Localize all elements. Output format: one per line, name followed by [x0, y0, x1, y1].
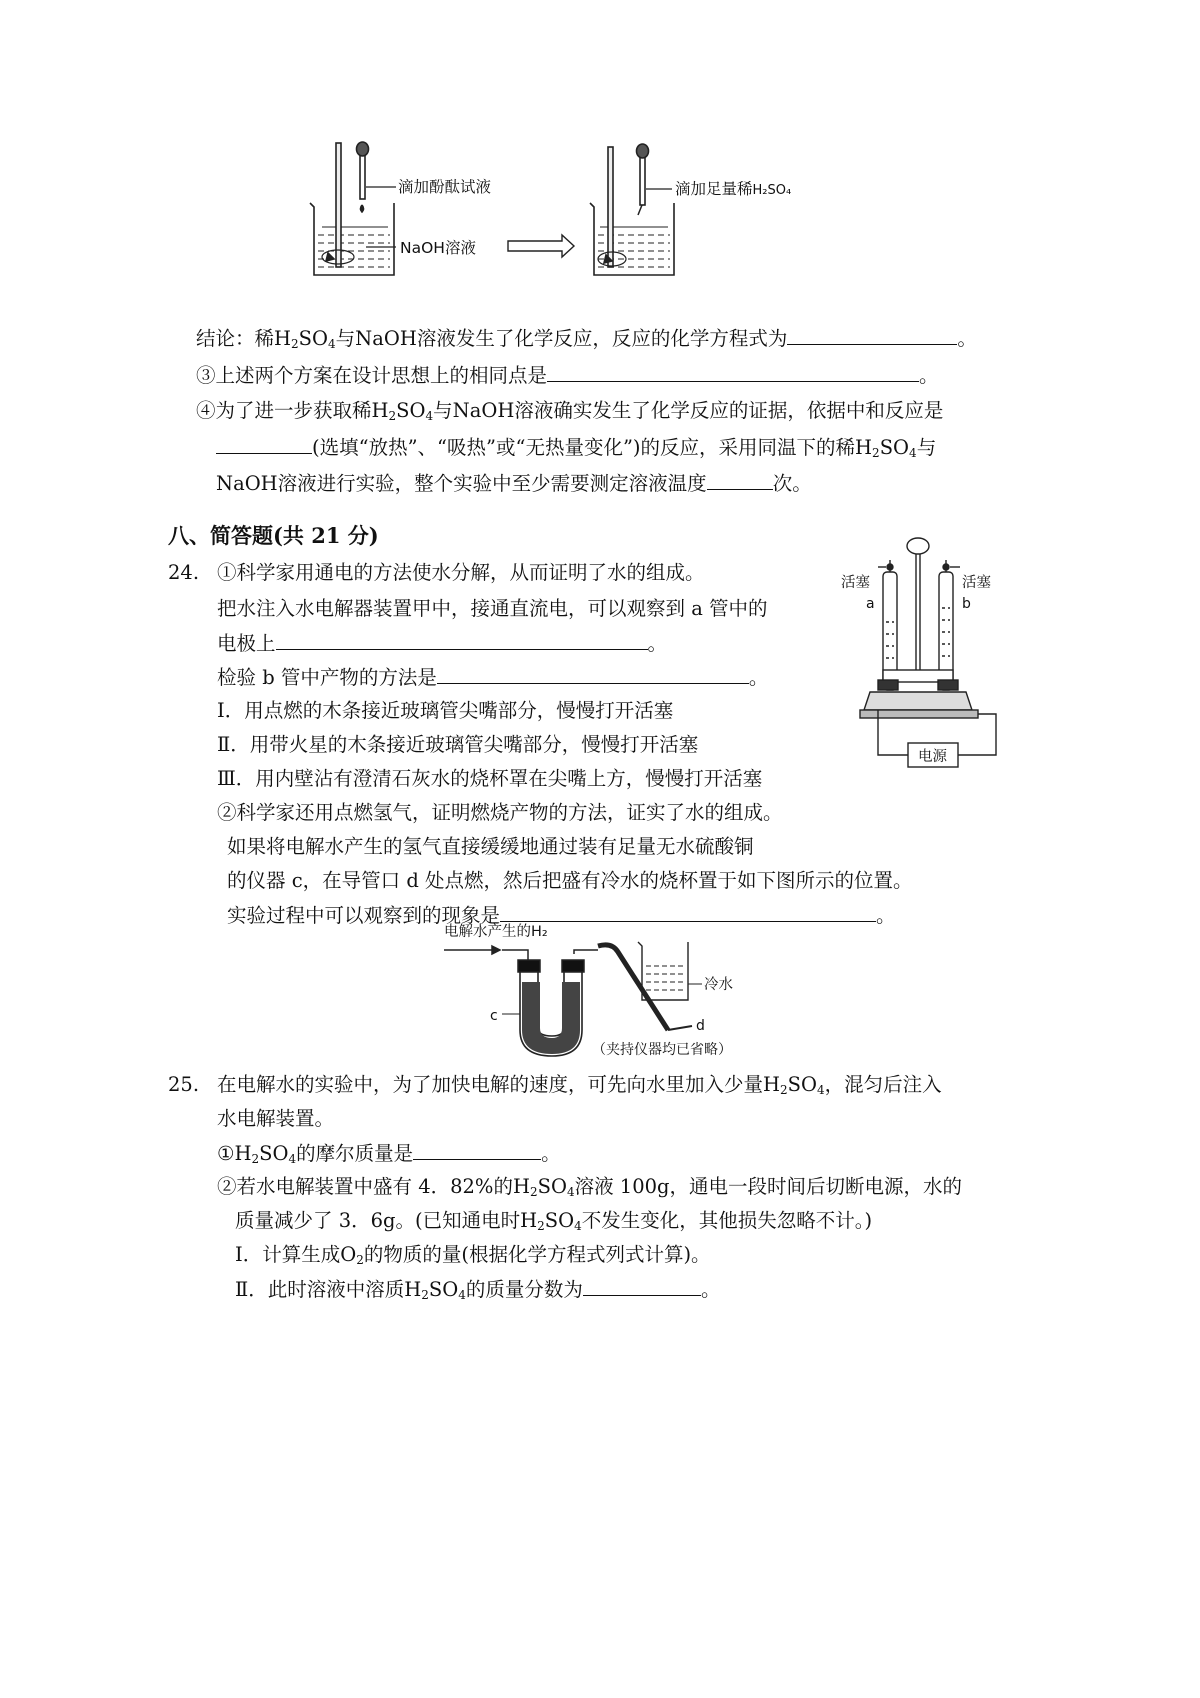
- formula-sub2: 2: [529, 1185, 538, 1199]
- q25-sub2: [235, 1276, 720, 1303]
- formula-sub4: 4: [574, 1219, 582, 1233]
- formula-sub4: 4: [425, 409, 434, 423]
- label-d: d: [696, 1018, 705, 1034]
- arrow-icon: [508, 235, 574, 257]
- item-4-text-c: (选填“放热”、“吸热”或“无热量变化”)的反应，采用同温下的稀: [312, 436, 856, 459]
- stopper-right: [562, 960, 584, 972]
- q25-sub2-text-b: 的质量分数为: [465, 1278, 583, 1301]
- q25-sub2-end: 。: [700, 1278, 721, 1301]
- item-4-text-e: NaOH溶液进行实验，整个实验中至少需要测定溶液温度: [216, 472, 707, 495]
- formula-so: SO: [537, 1175, 567, 1198]
- q25-sub1: [235, 1242, 711, 1268]
- label-power: 电源: [918, 749, 947, 765]
- label-naoh: NaOH溶液: [400, 239, 476, 257]
- formula-sub2: 2: [421, 1288, 429, 1302]
- q24-number: 24.: [168, 561, 200, 584]
- q24-option-1: Ⅰ．用点燃的木条接近玻璃管尖嘴部分，慢慢打开活塞: [217, 699, 674, 722]
- answer-blank-phenomenon[interactable]: [500, 902, 876, 922]
- item-4-text-f: 次。: [772, 472, 812, 495]
- stopper-left: [518, 960, 540, 972]
- u-tube-apparatus: [442, 922, 772, 1062]
- conclusion-middle: 与NaOH溶液发生了化学反应，反应的化学方程式为: [335, 327, 788, 350]
- conclusion-prefix: 结论：稀: [196, 327, 275, 350]
- formula-o: O: [340, 1243, 357, 1266]
- answer-blank-equation[interactable]: [787, 325, 957, 345]
- q25-item1-text: 的摩尔质量是: [296, 1142, 414, 1165]
- q25-line1: [217, 1072, 942, 1098]
- item-3-end: 。: [919, 364, 939, 387]
- item-4-text-d: 与: [916, 436, 937, 459]
- q24-option-2: Ⅱ．用带火星的木条接近玻璃管尖嘴部分，慢慢打开活塞: [217, 733, 699, 756]
- label-note: （夹持仪器均已省略）: [592, 1042, 732, 1058]
- q25-line2: 水电解装置。: [217, 1107, 335, 1130]
- q24-line8: ②科学家还用点燃氢气，证明燃烧产物的方法，证实了水的组成。: [217, 801, 783, 824]
- formula-so: SO: [259, 1142, 289, 1165]
- q25-sub2-text-a: Ⅱ．此时溶液中溶质: [235, 1278, 405, 1301]
- conclusion-end: 。: [957, 327, 977, 350]
- formula-h: H: [404, 1278, 422, 1301]
- q25-line1-text-b: ，混匀后注入: [824, 1073, 942, 1096]
- reservoir: [907, 538, 929, 554]
- formula-sub4: 4: [288, 1152, 297, 1166]
- formula-so: SO: [396, 399, 426, 422]
- answer-blank-test-method[interactable]: [437, 664, 749, 684]
- formula-h: H: [520, 1209, 538, 1232]
- formula-sub4: 4: [909, 446, 917, 460]
- answer-blank-mass-fraction[interactable]: [583, 1276, 701, 1296]
- q24-line11-text: 实验过程中可以观察到的现象是: [227, 904, 501, 927]
- formula-so: SO: [428, 1278, 459, 1301]
- label-tube-a: a: [866, 596, 875, 612]
- item-4-line2: [216, 434, 936, 461]
- label-valve-right: 活塞: [962, 575, 991, 591]
- electrolyzer-diagram: [838, 530, 1008, 775]
- q24-line3: [217, 630, 667, 657]
- q24-line11-end: 。: [876, 904, 896, 927]
- q25-item1: [217, 1140, 561, 1167]
- q24-line3-end: 。: [647, 632, 668, 655]
- right-beaker: [590, 144, 674, 275]
- q25-sub1-text-b: 的物质的量(根据化学方程式列式计算)。: [363, 1243, 711, 1266]
- q25-item1-end: 。: [541, 1142, 561, 1165]
- answer-blank-electrode[interactable]: [276, 630, 648, 650]
- label-c: c: [490, 1008, 498, 1024]
- left-beaker: [310, 142, 396, 275]
- label-phenolphthalein: 滴加酚酞试液: [398, 178, 492, 196]
- formula-sub2: 2: [388, 409, 397, 423]
- q25-number: 25.: [168, 1073, 200, 1096]
- answer-blank-heat[interactable]: [216, 434, 312, 454]
- item-3: [196, 362, 939, 389]
- formula-h: H: [763, 1073, 781, 1096]
- q24-option-3: Ⅲ．用内壁沾有澄清石灰水的烧杯罩在尖嘴上方，慢慢打开活塞: [217, 767, 763, 790]
- item-4-text-a: ④为了进一步获取稀: [196, 399, 372, 422]
- q25-item2-line1: [217, 1174, 962, 1200]
- formula-sub4: 4: [817, 1083, 825, 1097]
- label-add-acid: 滴加足量稀H₂SO₄: [675, 180, 792, 198]
- item-4-line1: [196, 398, 943, 424]
- item-4-text-b: 与NaOH溶液确实发生了化学反应的证据，依据中和反应是: [433, 399, 944, 422]
- q25-item2-text-d: 不发生变化，其他损失忽略不计。): [581, 1209, 873, 1232]
- section-8-title: 八、简答题(共 21 分): [168, 523, 379, 548]
- item-4-line3: [216, 470, 812, 497]
- answer-blank-common-point[interactable]: [547, 362, 919, 382]
- q24-line10: 的仪器 c，在导管口 d 处点燃，然后把盛有冷水的烧杯置于如下图所示的位置。: [227, 869, 913, 892]
- formula-h: H: [234, 1142, 252, 1165]
- copper-sulfate-fill: [522, 982, 580, 1054]
- q25-line1-text-a: 在电解水的实验中，为了加快电解的速度，可先向水里加入少量: [217, 1073, 764, 1096]
- q24-line4-end: 。: [748, 666, 769, 689]
- valve-left-icon: [887, 564, 893, 570]
- q24-line3-text: 电极上: [217, 632, 276, 655]
- label-tube-b: b: [962, 596, 971, 612]
- q25-item2-text-a: ②若水电解装置中盛有 4．82%的: [217, 1175, 513, 1198]
- formula-so: SO: [544, 1209, 575, 1232]
- formula-sub4: 4: [566, 1185, 575, 1199]
- q24-line4-text: 检验 b 管中产物的方法是: [217, 666, 437, 689]
- formula-sub2: 2: [780, 1083, 788, 1097]
- q25-sub1-text-a: Ⅰ．计算生成: [235, 1243, 341, 1266]
- item-3-text: ③上述两个方案在设计思想上的相同点是: [196, 364, 548, 387]
- conclusion-line: [196, 325, 977, 352]
- answer-blank-times[interactable]: [707, 470, 773, 490]
- formula-sub2: 2: [356, 1253, 364, 1267]
- label-cold-water: 冷水: [704, 977, 733, 993]
- formula-sub2: 2: [251, 1152, 260, 1166]
- q24-line9: 如果将电解水产生的氢气直接缓缓地通过装有足量无水硫酸铜: [227, 835, 754, 858]
- q25-item2-text-b: 溶液 100g，通电一段时间后切断电源，水的: [574, 1175, 963, 1198]
- titration-diagram: [300, 135, 820, 285]
- formula-so: SO: [879, 436, 910, 459]
- q25-item1-num: ①: [217, 1142, 235, 1165]
- formula-h: H: [855, 436, 873, 459]
- q25-item2-line2: [235, 1208, 872, 1234]
- formula-sub2: 2: [291, 337, 299, 351]
- valve-right-icon: [943, 564, 949, 570]
- formula-sub2: 2: [537, 1219, 545, 1233]
- answer-blank-molar-mass[interactable]: [413, 1140, 541, 1160]
- formula-sub4: 4: [458, 1288, 466, 1302]
- q25-item2-text-c: 质量减少了 3．6g。(已知通电时: [235, 1209, 521, 1232]
- label-valve-left: 活塞: [841, 575, 870, 591]
- q24-line4: [217, 664, 768, 691]
- formula-sub4: 4: [328, 337, 336, 351]
- formula-h: H: [512, 1175, 530, 1198]
- formula-sub2: 2: [872, 446, 880, 460]
- q24-line1: ①科学家用通电的方法使水分解，从而证明了水的组成。: [217, 561, 705, 584]
- formula-so: SO: [298, 327, 329, 350]
- formula-h: H: [371, 399, 389, 422]
- q24-line2: 把水注入水电解器装置甲中，接通直流电，可以观察到 a 管中的: [217, 597, 768, 620]
- formula-h: H: [274, 327, 292, 350]
- formula-so: SO: [787, 1073, 818, 1096]
- label-h2-source: 电解水产生的H₂: [444, 924, 548, 940]
